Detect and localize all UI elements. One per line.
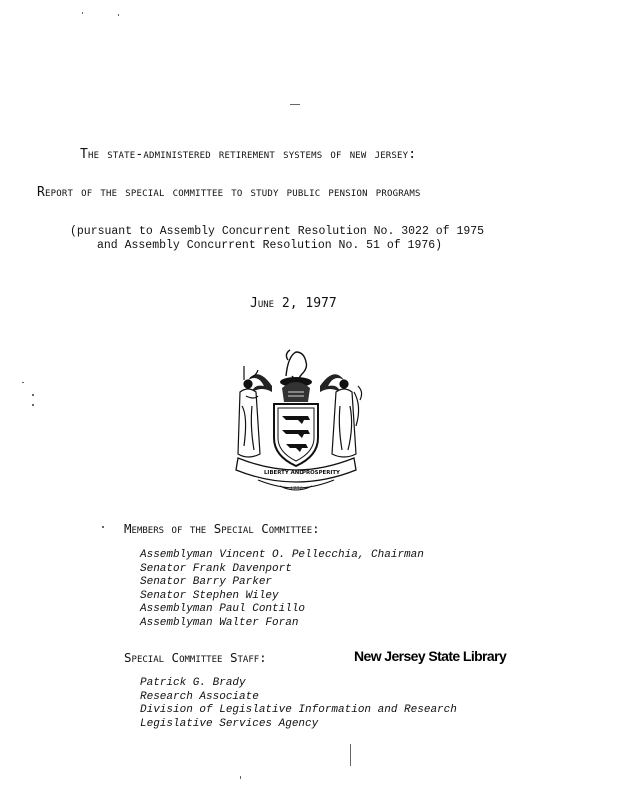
scan-speck (118, 14, 119, 16)
scan-speck (22, 382, 24, 383)
staff-item: Patrick G. Brady (140, 677, 246, 689)
scan-speck (102, 526, 104, 528)
staff-item: Research Associate (140, 690, 259, 703)
member-item: Senator Frank Davenport (140, 562, 292, 575)
member-item: Assemblyman Vincent O. Pellecchia, Chairman (140, 549, 424, 561)
scan-speck (82, 12, 83, 14)
member-item: Senator Barry Parker (140, 576, 273, 588)
staff-list (140, 677, 457, 731)
seal-banner-left: LIBERTY AND (264, 470, 304, 476)
state-seal-icon (228, 346, 364, 496)
resolution-line-2: and Assembly Concurrent Resolution No. 51 of 1976) (97, 239, 443, 252)
member-item: Assemblyman Paul Contillo (140, 603, 306, 615)
scan-speck (240, 776, 241, 779)
staff-item: Division of Legislative Information and Research (140, 704, 457, 716)
member-item: Senator Stephen Wiley (140, 589, 279, 602)
seal-year: 1776 (290, 486, 303, 492)
member-item: Assemblyman Walter Foran (140, 616, 299, 629)
scan-speck (350, 744, 351, 766)
seal-banner-right: PROSPERITY (302, 470, 340, 476)
scan-speck (290, 104, 300, 105)
library-stamp: New Jersey State Library (354, 648, 507, 664)
staff-item: Legislative Services Agency (140, 717, 319, 730)
members-list (140, 549, 424, 630)
report-title-line-2: Report of the special committee to study public pension programs (37, 185, 421, 200)
scan-speck (32, 404, 34, 406)
report-date: June 2, 1977 (250, 296, 337, 311)
report-title-line-1: The state-administered retirement systems of new jersey: (80, 147, 417, 162)
staff-heading: Special Committee Staff: (124, 650, 267, 665)
members-heading: Members of the Special Committee: (124, 521, 320, 536)
scan-speck (32, 394, 34, 396)
resolution-line-1: (pursuant to Assembly Concurrent Resolution No. 3022 of 1975 (70, 225, 485, 238)
